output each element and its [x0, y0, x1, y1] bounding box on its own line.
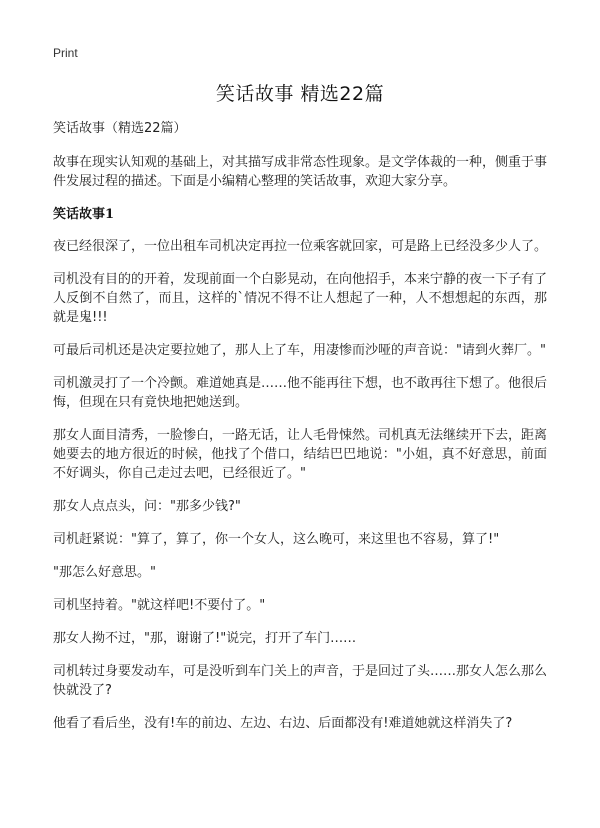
story-paragraph: 夜已经很深了，一位出租车司机决定再拉一位乘客就回家，可是路上已经没多少人了。 — [53, 239, 548, 254]
document-subtitle: 笑话故事（精选22篇） — [53, 121, 187, 136]
story-paragraph: 他看了看后坐，没有!车的前边、左边、右边、后面都没有!难道她就这样消失了? — [53, 716, 513, 731]
story-paragraph: 可最后司机还是决定要拉她了，那人上了车，用凄惨而沙哑的声音说："请到火葬厂。" — [53, 343, 546, 358]
section-heading: 笑话故事1 — [53, 207, 115, 222]
print-link[interactable]: Print — [53, 46, 78, 60]
story-paragraph: 那女人面目清秀，一脸惨白，一路无话，让人毛骨悚然。司机真无法继续开下去，距离她要去的地方很近的时候，他找了个借口，结结巴巴地说："小姐，真不好意思，前面不好调头，你自己走过去吧，已经很近了。" — [53, 428, 548, 481]
story-paragraph: 司机转过身要发动车，可是没听到车门关上的声音，于是回过了头……那女人怎么那么快就没了? — [53, 664, 548, 698]
story-paragraph: 那女人点点头，问："那多少钱?" — [53, 499, 241, 514]
story-paragraph: 司机赶紧说："算了，算了，你一个女人，这么晚可，来这里也不容易，算了!" — [53, 532, 500, 547]
document-body — [53, 119, 547, 747]
story-paragraph: 司机坚持着。"就这样吧!不要付了。" — [53, 598, 266, 613]
story-paragraph: "那怎么好意思。" — [53, 565, 156, 580]
intro-paragraph: 故事在现实认知观的基础上，对其描写成非常态性现象。是文学体裁的一种，侧重于事件发展过程的描述。下面是小编精心整理的笑话故事，欢迎大家分享。 — [53, 155, 548, 189]
story-paragraph: 司机激灵打了一个冷颤。难道她真是……他不能再往下想，也不敢再往下想了。他很后悔，但现在只有竟快地把她送到。 — [53, 376, 548, 410]
page-title: 笑话故事 精选22篇 — [215, 83, 385, 105]
story-paragraph: 那女人拗不过，"那，谢谢了!"说完，打开了车门…… — [53, 631, 357, 646]
story-paragraph: 司机没有目的的开着，发现前面一个白影晃动，在向他招手，本来宁静的夜一下子有了人反倒不自然了，而且，这样的`情况不得不让人想起了一种，人不想想起的东西，那就是鬼!!! — [53, 272, 548, 325]
